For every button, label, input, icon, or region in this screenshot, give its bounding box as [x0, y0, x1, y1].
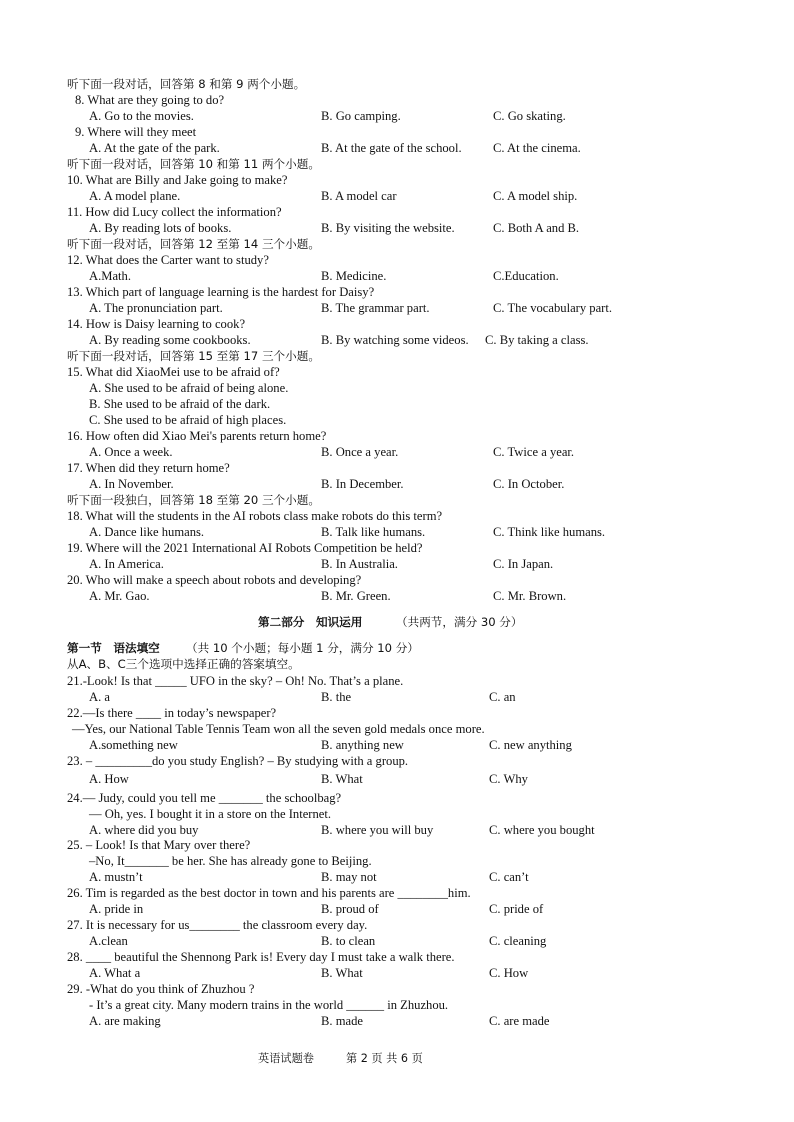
question-options: A. mustn’t B. may not C. can’t — [89, 870, 529, 884]
question-options: A. By reading lots of books. B. By visiting the website. C. Both A and B. — [89, 221, 580, 235]
question-stem: 17. When did they return home? — [67, 461, 230, 475]
question-options: A. In America. B. In Australia. C. In Japan. — [89, 557, 554, 571]
exam-title: 英语试题卷 — [258, 1052, 314, 1065]
question-stem: 20. Who will make a speech about robots and developing? — [67, 573, 362, 587]
question-options: A. At the gate of the park. B. At the gate of the school. C. At the cinema. — [89, 141, 581, 155]
question-stem-line: —Yes, our National Table Tennis Team won all the seven gold medals once more. — [72, 722, 485, 736]
question-stem: 25. – Look! Is that Mary over there? — [67, 838, 251, 852]
question-stem-line: — Oh, yes. I bought it in a store on the Internet. — [89, 807, 332, 821]
question-options: A.Math. B. Medicine. C.Education. — [89, 269, 559, 283]
dialogue-instruction: 听下面一段独白，回答第 18 至第 20 三个小题。 — [67, 493, 320, 507]
question-stem-line: - It’s a great city. Many modern trains in the world ______ in Zhuzhou. — [89, 998, 449, 1012]
question-stem: 14. How is Daisy learning to cook? — [67, 317, 246, 331]
question-options: A.clean B. to clean C. cleaning — [89, 934, 547, 948]
question-options: A. Mr. Gao. B. Mr. Green. C. Mr. Brown. — [89, 589, 567, 603]
question-stem: 18. What will the students in the AI robots class make robots do this term? — [67, 509, 443, 523]
question-options: A. pride in B. proud of C. pride of — [89, 902, 544, 916]
question-options: A. Once a week. B. Once a year. C. Twice a year. — [89, 445, 575, 459]
part-heading: 第二部分 知识运用 （共两节，满分 30 分） — [258, 615, 523, 629]
page-footer — [0, 1051, 794, 1067]
question-options: A. are making B. made C. are made — [89, 1014, 550, 1028]
question-stem: 23. – _________do you study English? – By studying with a group. — [67, 754, 409, 768]
question-stem: 8. What are they going to do? — [75, 93, 225, 107]
question-options: A. What a B. What C. How — [89, 966, 529, 980]
question-options: A. Dance like humans. B. Talk like humans. C. Think like humans. — [89, 525, 606, 539]
question-stem: 12. What does the Carter want to study? — [67, 253, 269, 267]
question-options: A.something new B. anything new C. new anything — [89, 738, 572, 752]
question-stem: 13. Which part of language learning is the hardest for Daisy? — [67, 285, 375, 299]
question-options: A. Go to the movies. B. Go camping. C. Go skating. — [89, 109, 566, 123]
question-options: A. In November. B. In December. C. In October. — [89, 477, 565, 491]
question-options: A. How B. What C. Why — [89, 772, 528, 786]
question-stem: 26. Tim is regarded as the best doctor in town and his parents are ________him. — [67, 886, 471, 900]
question-stem: 24.— Judy, could you tell me _______ the schoolbag? — [67, 791, 342, 805]
question-stem: 19. Where will the 2021 International AI Robots Competition be held? — [67, 541, 423, 555]
question-stem: 15. What did XiaoMei use to be afraid of? — [67, 365, 280, 379]
question-options: A. a B. the C. an — [89, 690, 516, 704]
question-option: A. She used to be afraid of being alone. — [89, 381, 289, 395]
dialogue-instruction: 听下面一段对话，回答第 15 至第 17 三个小题。 — [67, 349, 320, 363]
question-options: A. The pronunciation part. B. The grammar part. C. The vocabulary part. — [89, 301, 613, 315]
question-stem: 11. How did Lucy collect the information? — [67, 205, 282, 219]
question-option: C. She used to be afraid of high places. — [89, 413, 287, 427]
section-instruction: 从A、B、C三个选项中选择正确的答案填空。 — [67, 657, 300, 671]
question-stem: 21.-Look! Is that _____ UFO in the sky? – Oh! No. That’s a plane. — [67, 674, 404, 688]
question-stem: 29. -What do you think of Zhuzhou ? — [67, 982, 255, 996]
question-stem: 10. What are Billy and Jake going to make? — [67, 173, 288, 187]
question-stem: 16. How often did Xiao Mei's parents return home? — [67, 429, 327, 443]
section-heading: 第一节 语法填空 （共 10 个小题；每小题 1 分，满分 10 分） — [67, 641, 419, 655]
question-stem: 27. It is necessary for us________ the classroom every day. — [67, 918, 368, 932]
dialogue-instruction: 听下面一段对话，回答第 12 至第 14 三个小题。 — [67, 237, 320, 251]
page-number: 第 2 页 共 6 页 — [346, 1052, 423, 1065]
dialogue-instruction: 听下面一段对话，回答第 10 和第 11 两个小题。 — [67, 157, 320, 171]
question-stem: 22.—Is there ____ in today’s newspaper? — [67, 706, 277, 720]
dialogue-instruction: 听下面一段对话，回答第 8 和第 9 两个小题。 — [67, 77, 306, 91]
question-options: A. where did you buy B. where you will buy C. where you bought — [89, 823, 595, 837]
question-stem: 9. Where will they meet — [75, 125, 197, 139]
question-stem-line: –No, It_______ be her. She has already gone to Beijing. — [89, 854, 372, 868]
question-stem: 28. ____ beautiful the Shennong Park is! Every day I must take a walk there. — [67, 950, 455, 964]
question-options: A. A model plane. B. A model car C. A model ship. — [89, 189, 578, 203]
question-option: B. She used to be afraid of the dark. — [89, 397, 271, 411]
question-options: A. By reading some cookbooks. B. By watching some videos. C. By taking a class. — [89, 333, 589, 347]
